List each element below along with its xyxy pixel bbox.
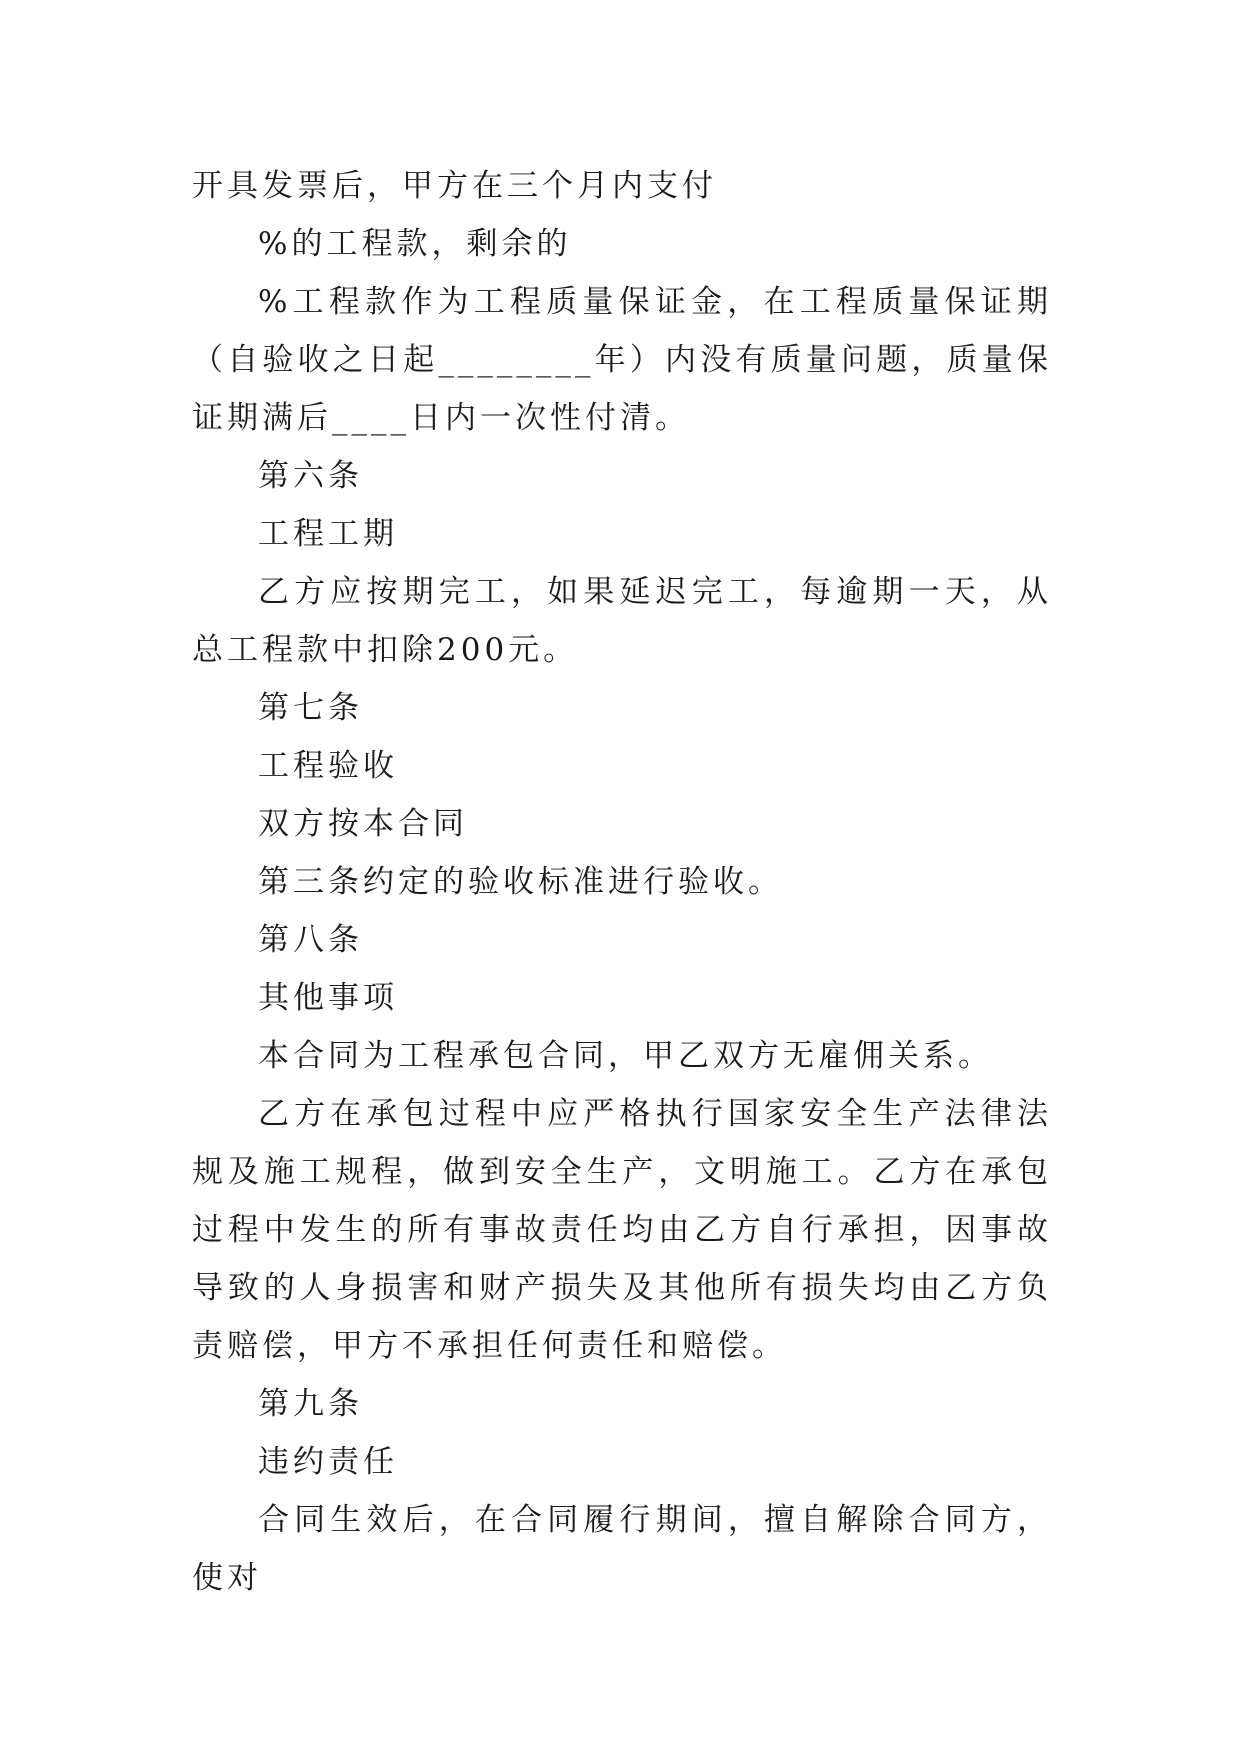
article-title-schedule: 工程工期: [258, 516, 398, 552]
paragraph-no-employment: 本合同为工程承包合同，甲乙双方无雇佣关系。: [258, 1038, 993, 1074]
paragraph-safety: 乙方在承包过程中应严格执行国家安全生产法律法规及施工规程，做到安全生产，文明施工。乙方在承包过程中发生的所有事故责任均由乙方自行承担，因事故导致的人身损害和财产损失及其他所有损失均由乙方负责赔偿，甲方不承担任何责任和赔偿。: [192, 1096, 1052, 1364]
article-title-other: 其他事项: [258, 980, 398, 1016]
paragraph-liability: 合同生效后，在合同履行期间，擅自解除合同方，使对: [192, 1502, 1052, 1596]
document-body: [192, 157, 1052, 1607]
article-heading-7: 第七条: [258, 690, 363, 726]
paragraph-acceptance-1: 双方按本合同: [258, 806, 468, 842]
paragraph-acceptance-2: 第三条约定的验收标准进行验收。: [258, 864, 783, 900]
paragraph-payment-invoice: 开具发票后，甲方在三个月内支付: [192, 168, 717, 204]
article-heading-8: 第八条: [258, 922, 363, 958]
article-heading-6: 第六条: [258, 458, 363, 494]
paragraph-schedule: 乙方应按期完工，如果延迟完工，每逾期一天，从总工程款中扣除200元。: [192, 574, 1052, 668]
article-title-acceptance: 工程验收: [258, 748, 398, 784]
paragraph-quality-guarantee: %工程款作为工程质量保证金，在工程质量保证期（自验收之日起________年）内没有质量问题，质量保证期满后____日内一次性付清。: [192, 284, 1052, 436]
paragraph-payment-percent: %的工程款，剩余的: [258, 226, 572, 262]
article-heading-9: 第九条: [258, 1386, 363, 1422]
article-title-liability: 违约责任: [258, 1444, 398, 1480]
